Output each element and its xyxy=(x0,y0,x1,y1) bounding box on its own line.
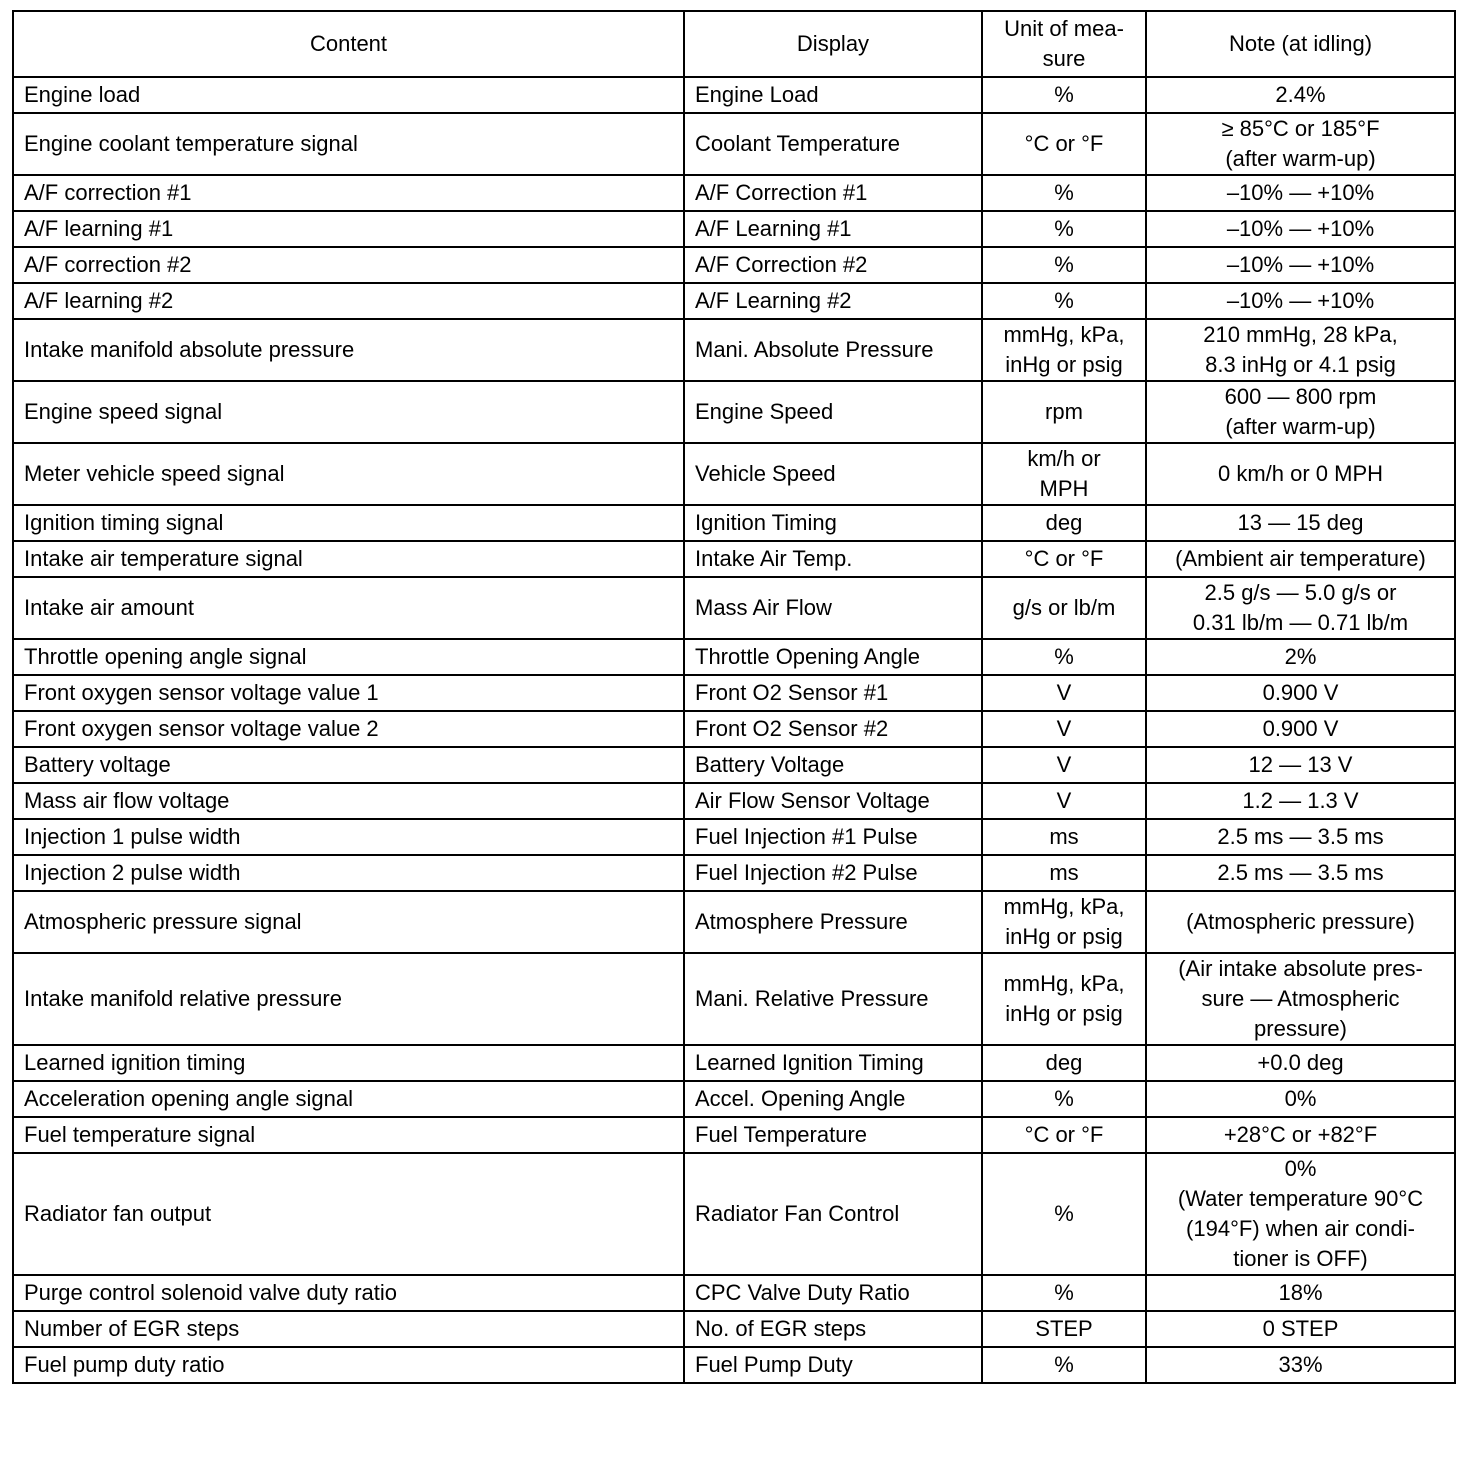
cell-note: 13 — 15 deg xyxy=(1146,505,1455,541)
table-row xyxy=(13,891,1455,953)
cell-display: A/F Learning #2 xyxy=(684,283,982,319)
cell-unit: rpm xyxy=(982,381,1146,443)
cell-unit: deg xyxy=(982,1045,1146,1081)
table-row xyxy=(13,1347,1455,1383)
header-unit: Unit of mea- sure xyxy=(982,11,1146,77)
header-display: Display xyxy=(684,11,982,77)
table-row xyxy=(13,443,1455,505)
cell-display: A/F Correction #2 xyxy=(684,247,982,283)
cell-content: Purge control solenoid valve duty ratio xyxy=(13,1275,684,1311)
cell-content: Engine coolant temperature signal xyxy=(13,113,684,175)
cell-unit: % xyxy=(982,77,1146,113)
cell-display: Fuel Temperature xyxy=(684,1117,982,1153)
cell-unit: V xyxy=(982,675,1146,711)
cell-note: 0.900 V xyxy=(1146,675,1455,711)
cell-display: A/F Correction #1 xyxy=(684,175,982,211)
cell-display: Ignition Timing xyxy=(684,505,982,541)
cell-unit: km/h or MPH xyxy=(982,443,1146,505)
cell-note: +0.0 deg xyxy=(1146,1045,1455,1081)
table-row xyxy=(13,211,1455,247)
cell-display: Engine Load xyxy=(684,77,982,113)
cell-content: Intake air amount xyxy=(13,577,684,639)
cell-unit: ms xyxy=(982,819,1146,855)
cell-unit: g/s or lb/m xyxy=(982,577,1146,639)
cell-content: Number of EGR steps xyxy=(13,1311,684,1347)
table-row xyxy=(13,381,1455,443)
cell-content: Engine load xyxy=(13,77,684,113)
cell-note: 210 mmHg, 28 kPa, 8.3 inHg or 4.1 psig xyxy=(1146,319,1455,381)
cell-content: Injection 2 pulse width xyxy=(13,855,684,891)
cell-unit: V xyxy=(982,711,1146,747)
table-row xyxy=(13,639,1455,675)
cell-content: Meter vehicle speed signal xyxy=(13,443,684,505)
cell-note: 12 — 13 V xyxy=(1146,747,1455,783)
table-row xyxy=(13,1081,1455,1117)
cell-unit: °C or °F xyxy=(982,1117,1146,1153)
cell-note: 2.4% xyxy=(1146,77,1455,113)
cell-note: 33% xyxy=(1146,1347,1455,1383)
cell-unit: ms xyxy=(982,855,1146,891)
cell-display: Atmosphere Pressure xyxy=(684,891,982,953)
table-row xyxy=(13,675,1455,711)
table-row xyxy=(13,113,1455,175)
cell-note: 2.5 ms — 3.5 ms xyxy=(1146,855,1455,891)
cell-content: Battery voltage xyxy=(13,747,684,783)
table-row xyxy=(13,819,1455,855)
table-row xyxy=(13,319,1455,381)
table-row xyxy=(13,747,1455,783)
cell-content: Fuel pump duty ratio xyxy=(13,1347,684,1383)
cell-content: Intake manifold absolute pressure xyxy=(13,319,684,381)
cell-content: Ignition timing signal xyxy=(13,505,684,541)
table-row xyxy=(13,247,1455,283)
cell-display: Mani. Relative Pressure xyxy=(684,953,982,1045)
table-row xyxy=(13,77,1455,113)
cell-unit: °C or °F xyxy=(982,541,1146,577)
cell-content: A/F learning #2 xyxy=(13,283,684,319)
cell-display: A/F Learning #1 xyxy=(684,211,982,247)
cell-content: A/F correction #2 xyxy=(13,247,684,283)
cell-content: Learned ignition timing xyxy=(13,1045,684,1081)
cell-content: Acceleration opening angle signal xyxy=(13,1081,684,1117)
cell-content: Injection 1 pulse width xyxy=(13,819,684,855)
cell-unit: % xyxy=(982,247,1146,283)
cell-content: A/F correction #1 xyxy=(13,175,684,211)
cell-unit: STEP xyxy=(982,1311,1146,1347)
cell-unit: % xyxy=(982,175,1146,211)
data-monitor-table xyxy=(12,10,1456,1384)
table-row xyxy=(13,953,1455,1045)
cell-display: Air Flow Sensor Voltage xyxy=(684,783,982,819)
cell-note: –10% — +10% xyxy=(1146,211,1455,247)
cell-note: 0.900 V xyxy=(1146,711,1455,747)
table-row xyxy=(13,1311,1455,1347)
table-row xyxy=(13,505,1455,541)
cell-display: Front O2 Sensor #1 xyxy=(684,675,982,711)
table-row xyxy=(13,283,1455,319)
cell-unit: % xyxy=(982,639,1146,675)
cell-note: 2% xyxy=(1146,639,1455,675)
header-content: Content xyxy=(13,11,684,77)
table-row xyxy=(13,1153,1455,1275)
table-row xyxy=(13,175,1455,211)
cell-note: (Ambient air temperature) xyxy=(1146,541,1455,577)
cell-display: Throttle Opening Angle xyxy=(684,639,982,675)
cell-note: (Atmospheric pressure) xyxy=(1146,891,1455,953)
cell-content: A/F learning #1 xyxy=(13,211,684,247)
cell-content: Engine speed signal xyxy=(13,381,684,443)
cell-note: +28°C or +82°F xyxy=(1146,1117,1455,1153)
table-row xyxy=(13,783,1455,819)
header-note: Note (at idling) xyxy=(1146,11,1455,77)
cell-content: Fuel temperature signal xyxy=(13,1117,684,1153)
cell-note: 18% xyxy=(1146,1275,1455,1311)
cell-note: 1.2 — 1.3 V xyxy=(1146,783,1455,819)
table-row xyxy=(13,1117,1455,1153)
cell-display: Battery Voltage xyxy=(684,747,982,783)
cell-note: –10% — +10% xyxy=(1146,283,1455,319)
cell-unit: mmHg, kPa, inHg or psig xyxy=(982,891,1146,953)
cell-unit: V xyxy=(982,783,1146,819)
cell-note: 0% xyxy=(1146,1081,1455,1117)
cell-note: 2.5 ms — 3.5 ms xyxy=(1146,819,1455,855)
cell-display: Vehicle Speed xyxy=(684,443,982,505)
cell-note: 2.5 g/s — 5.0 g/s or 0.31 lb/m — 0.71 lb/m xyxy=(1146,577,1455,639)
table-row xyxy=(13,541,1455,577)
cell-unit: % xyxy=(982,1153,1146,1275)
cell-content: Radiator fan output xyxy=(13,1153,684,1275)
table-row xyxy=(13,855,1455,891)
cell-display: Intake Air Temp. xyxy=(684,541,982,577)
cell-unit: °C or °F xyxy=(982,113,1146,175)
cell-content: Front oxygen sensor voltage value 1 xyxy=(13,675,684,711)
cell-display: Coolant Temperature xyxy=(684,113,982,175)
cell-display: Fuel Pump Duty xyxy=(684,1347,982,1383)
cell-note: 0 STEP xyxy=(1146,1311,1455,1347)
cell-note: –10% — +10% xyxy=(1146,175,1455,211)
cell-display: CPC Valve Duty Ratio xyxy=(684,1275,982,1311)
cell-display: Engine Speed xyxy=(684,381,982,443)
cell-unit: deg xyxy=(982,505,1146,541)
cell-display: Fuel Injection #1 Pulse xyxy=(684,819,982,855)
cell-display: Fuel Injection #2 Pulse xyxy=(684,855,982,891)
table-row xyxy=(13,1045,1455,1081)
cell-content: Throttle opening angle signal xyxy=(13,639,684,675)
cell-note: ≥ 85°C or 185°F (after warm-up) xyxy=(1146,113,1455,175)
cell-unit: % xyxy=(982,1081,1146,1117)
cell-note: –10% — +10% xyxy=(1146,247,1455,283)
table-row xyxy=(13,1275,1455,1311)
table-row xyxy=(13,577,1455,639)
cell-note: 0 km/h or 0 MPH xyxy=(1146,443,1455,505)
cell-note: (Air intake absolute pres- sure — Atmospheric pressure) xyxy=(1146,953,1455,1045)
header-row xyxy=(13,11,1455,77)
cell-content: Mass air flow voltage xyxy=(13,783,684,819)
cell-note: 600 — 800 rpm (after warm-up) xyxy=(1146,381,1455,443)
cell-display: Learned Ignition Timing xyxy=(684,1045,982,1081)
cell-content: Front oxygen sensor voltage value 2 xyxy=(13,711,684,747)
cell-content: Atmospheric pressure signal xyxy=(13,891,684,953)
cell-display: Mani. Absolute Pressure xyxy=(684,319,982,381)
cell-display: Front O2 Sensor #2 xyxy=(684,711,982,747)
cell-unit: mmHg, kPa, inHg or psig xyxy=(982,319,1146,381)
cell-note: 0% (Water temperature 90°C (194°F) when air condi- tioner is OFF) xyxy=(1146,1153,1455,1275)
cell-unit: % xyxy=(982,211,1146,247)
cell-display: Radiator Fan Control xyxy=(684,1153,982,1275)
table-row xyxy=(13,711,1455,747)
cell-unit: % xyxy=(982,283,1146,319)
cell-display: Accel. Opening Angle xyxy=(684,1081,982,1117)
cell-unit: % xyxy=(982,1275,1146,1311)
cell-content: Intake manifold relative pressure xyxy=(13,953,684,1045)
cell-display: No. of EGR steps xyxy=(684,1311,982,1347)
cell-unit: mmHg, kPa, inHg or psig xyxy=(982,953,1146,1045)
cell-unit: V xyxy=(982,747,1146,783)
cell-content: Intake air temperature signal xyxy=(13,541,684,577)
cell-unit: % xyxy=(982,1347,1146,1383)
cell-display: Mass Air Flow xyxy=(684,577,982,639)
